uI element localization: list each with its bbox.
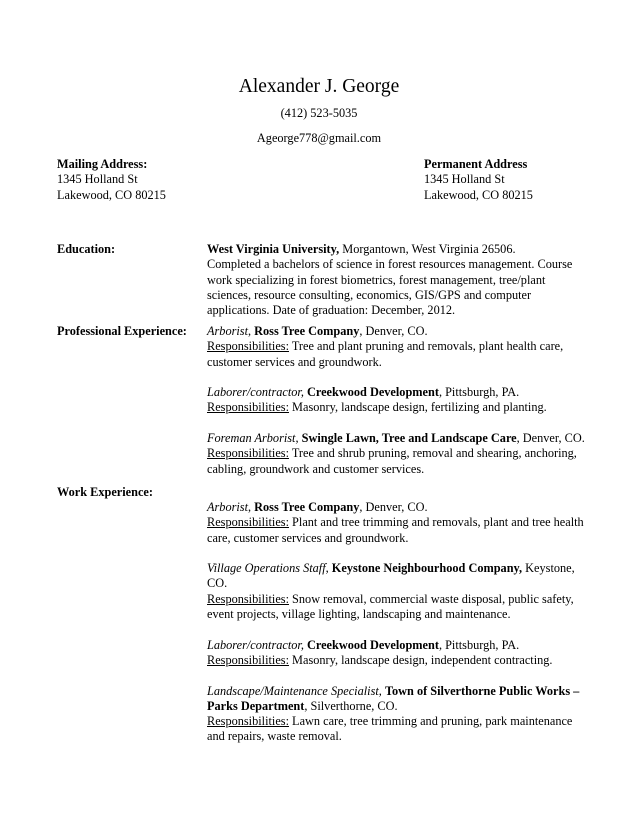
company-name: Creekwood Development bbox=[306, 637, 439, 652]
responsibilities-label: Responsibilities: bbox=[207, 515, 289, 530]
job-entry bbox=[207, 561, 585, 622]
responsibilities-text: Snow removal, commercial waste disposal, public safety, event projects, village lighting, landscaping and maintenance. bbox=[207, 591, 574, 622]
job-title: Foreman Arborist, bbox=[207, 431, 299, 446]
mailing-address-line2: Lakewood, CO 80215 bbox=[57, 187, 166, 202]
job-title: Landscape/Maintenance Specialist, bbox=[207, 683, 382, 698]
responsibilities-label: Responsibilities: bbox=[207, 400, 289, 415]
professional-experience-heading: Professional Experience: bbox=[57, 324, 187, 338]
job-title: Arborist bbox=[207, 324, 248, 338]
separator: , bbox=[248, 324, 255, 338]
permanent-address bbox=[424, 157, 533, 203]
permanent-address-line2: Lakewood, CO 80215 bbox=[424, 187, 533, 202]
resume-name: Alexander J. George bbox=[238, 76, 400, 97]
phone-number: (412) 523-5035 bbox=[280, 106, 358, 120]
responsibilities-label: Responsibilities: bbox=[207, 339, 289, 354]
mailing-address bbox=[57, 157, 166, 203]
job-location: , Denver, CO. bbox=[516, 431, 585, 446]
company-name: Town of Silverthorne Public Works – Parks Department bbox=[207, 683, 580, 713]
responsibilities-text: Masonry, landscape design, fertilizing and planting. bbox=[288, 400, 547, 415]
mailing-address-line1: 1345 Holland St bbox=[57, 172, 138, 187]
responsibilities-text: Lawn care, tree trimming and pruning, park maintenance and repairs, waste removal. bbox=[207, 714, 573, 744]
responsibilities-label: Responsibilities: bbox=[207, 446, 289, 461]
job-entry bbox=[207, 324, 585, 370]
job-title: Arborist bbox=[207, 500, 248, 514]
job-entry bbox=[207, 684, 585, 745]
education-section bbox=[207, 242, 585, 318]
responsibilities-text: Masonry, landscape design, independent contracting. bbox=[288, 652, 553, 667]
responsibilities-label: Responsibilities: bbox=[207, 714, 289, 729]
job-location: , Pittsburgh, PA. bbox=[438, 637, 520, 652]
job-title: Laborer/contractor, bbox=[207, 637, 304, 652]
job-entry bbox=[207, 431, 585, 477]
job-location: , Pittsburgh, PA. bbox=[438, 385, 520, 400]
responsibilities-label: Responsibilities: bbox=[207, 652, 289, 667]
separator: , bbox=[248, 500, 255, 514]
mailing-address-label: Mailing Address: bbox=[57, 157, 148, 171]
company-name: Creekwood Development bbox=[306, 385, 439, 400]
job-title: Village Operations Staff, bbox=[207, 561, 329, 576]
job-entry bbox=[207, 500, 585, 546]
company-name: Keystone Neighbourhood Company, bbox=[331, 561, 523, 576]
job-location: , Denver, CO. bbox=[359, 324, 428, 338]
responsibilities-text: Tree and plant pruning and removals, plant health care, customer services and groundwork. bbox=[207, 339, 564, 369]
responsibilities-text: Plant and tree trimming and removals, plant and tree health care, customer services and groundwork. bbox=[207, 515, 584, 545]
email-address: Ageorge778@gmail.com bbox=[256, 131, 382, 145]
education-entry bbox=[207, 242, 585, 257]
work-experience-section bbox=[207, 500, 585, 745]
education-heading: Education: bbox=[57, 242, 116, 256]
work-experience-heading: Work Experience: bbox=[57, 485, 153, 499]
responsibilities-text: Tree and shrub pruning, removal and shearing, anchoring, cabling, groundwork and customer services. bbox=[207, 446, 577, 476]
school-location: Morgantown, West Virginia 26506. bbox=[339, 242, 516, 256]
permanent-address-label: Permanent Address bbox=[424, 157, 528, 171]
responsibilities-label: Responsibilities: bbox=[207, 591, 289, 606]
job-location: Keystone, CO. bbox=[207, 561, 575, 591]
company-name: Ross Tree Company bbox=[254, 500, 360, 514]
company-name: Ross Tree Company bbox=[254, 324, 360, 338]
job-entry bbox=[207, 638, 585, 669]
job-title: Laborer/contractor, bbox=[207, 385, 304, 400]
school-name: West Virginia University, bbox=[207, 242, 340, 256]
education-description: Completed a bachelors of science in forest resources management. Course work specializing in forest biometrics, forest management, tree/plant sciences, resource consulting, economics, GIS/GPS and computer applications. Date of graduation: December, 2012. bbox=[207, 257, 573, 318]
permanent-address-line1: 1345 Holland St bbox=[424, 172, 505, 187]
job-location: , Silverthorne, CO. bbox=[304, 698, 398, 713]
company-name: Swingle Lawn, Tree and Landscape Care bbox=[301, 431, 517, 446]
job-entry bbox=[207, 385, 585, 416]
professional-experience-section bbox=[207, 324, 585, 477]
job-location: , Denver, CO. bbox=[359, 500, 428, 514]
